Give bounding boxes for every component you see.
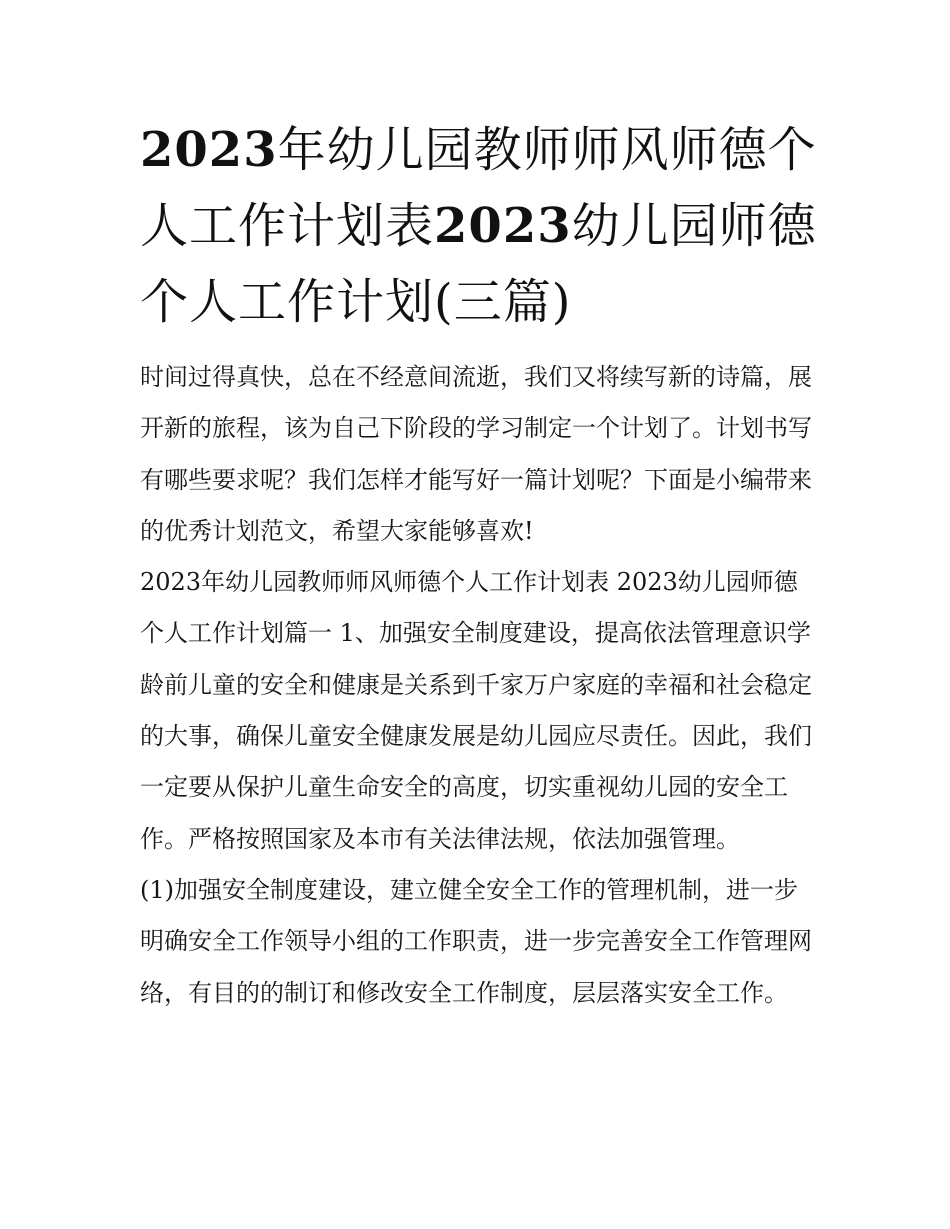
- title-year-2: 2023: [434, 198, 572, 254]
- paragraph-section-one: 2023年幼儿园教师师风师德个人工作计划表 2023幼儿园师德个人工作计划篇一 1、加强安全制度建设，提高依法管理意识学龄前儿童的安全和健康是关系到千家万户家庭的幸福和社会稳定的大事，确保儿童安全健康发展是幼儿园应尽责任。因此，我们一定要从保护儿童生命安全的高度，切实重视幼儿园的安全工作。严格按照国家及本市有关法律法规，依法加强管理。: [140, 568, 812, 853]
- document-title: [140, 112, 820, 340]
- paragraph-intro: 时间过得真快，总在不经意间流逝，我们又将续写新的诗篇，展开新的旅程，该为自己下阶段的学习制定一个计划了。计划书写有哪些要求呢？我们怎样才能写好一篇计划呢？下面是小编带来的优秀计划范文，希望大家能够喜欢!: [140, 363, 812, 545]
- paragraph-item-one: (1)加强安全制度建设，建立健全安全工作的管理机制，进一步明确安全工作领导小组的工作职责，进一步完善安全工作管理网络，有目的的制订和修改安全工作制度，层层落实安全工作。: [140, 875, 812, 1007]
- title-text-1: 年幼儿园教师师风师德个人工作计划表: [140, 122, 817, 254]
- document-body: [140, 352, 820, 1019]
- title-year-1: 2023: [140, 122, 278, 178]
- title-text-2: 幼儿园师德个人工作计划(三篇): [140, 198, 817, 330]
